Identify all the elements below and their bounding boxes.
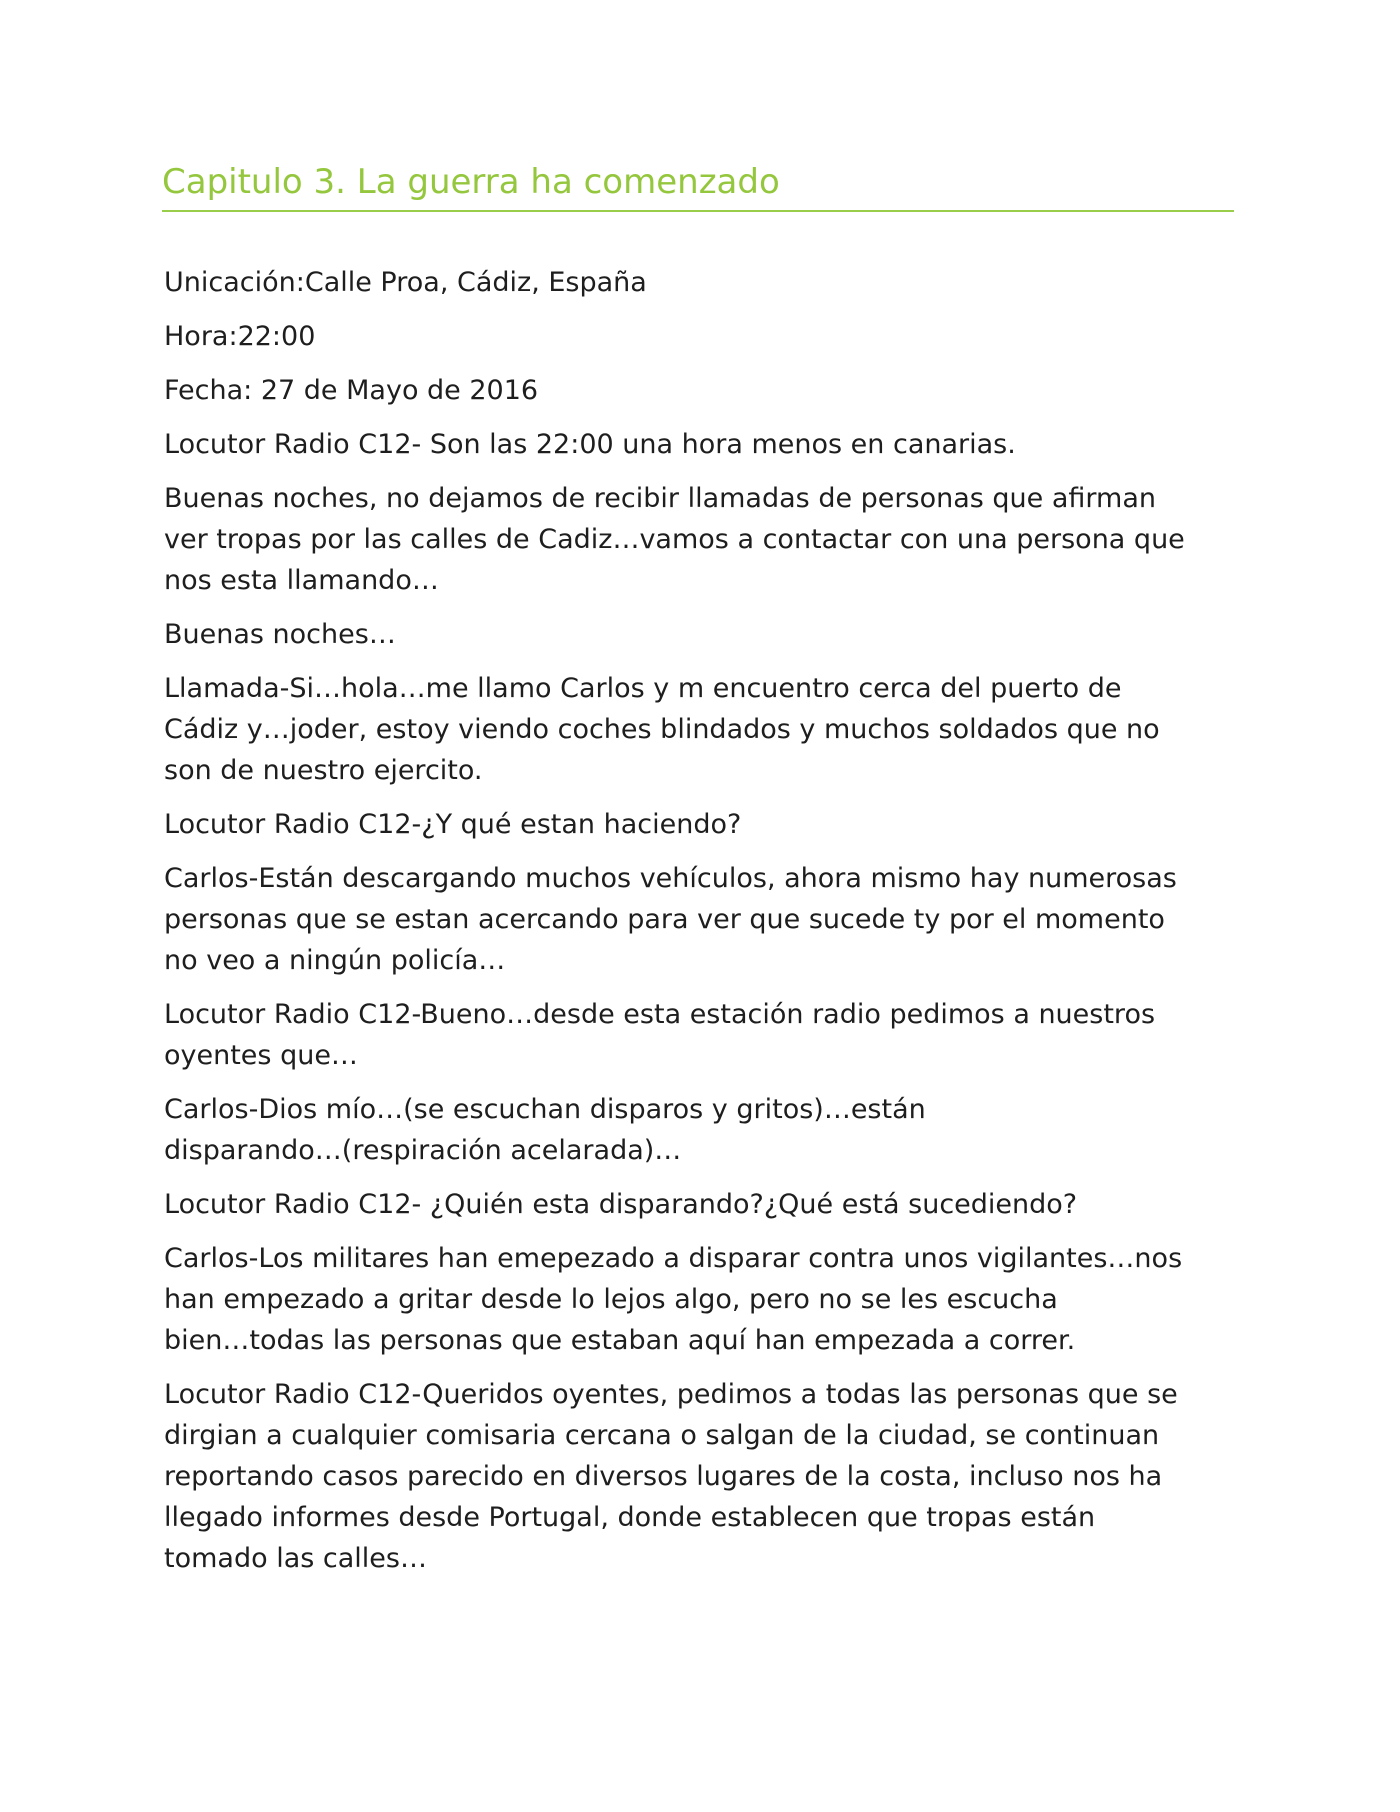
paragraph: Locutor Radio C12-¿Y qué estan haciendo?: [164, 809, 742, 840]
paragraph: Carlos-Los militares han emepezado a disparar contra unos vigilantes…nos han empezado a gritar desde lo lejos algo, pero no se les escucha bien…todas las personas que estaban aquí han empezada a correr.: [164, 1243, 1183, 1356]
chapter-heading: [162, 158, 1234, 212]
paragraph: Llamada-Si…hola…me llamo Carlos y m encuentro cerca del puerto de Cádiz y…joder, estoy viendo coches blindados y muchos soldados que no son de nuestro ejercito.: [164, 673, 1160, 786]
paragraph: Locutor Radio C12- ¿Quién esta disparando?¿Qué está sucediendo?: [164, 1189, 1078, 1220]
paragraph: Locutor Radio C12- Son las 22:00 una hora menos en canarias.: [164, 429, 1016, 460]
paragraph: Locutor Radio C12-Bueno…desde esta estación radio pedimos a nuestros oyentes que…: [164, 999, 1156, 1071]
paragraph: Buenas noches…: [164, 619, 396, 650]
paragraph-date: Fecha: 27 de Mayo de 2016: [164, 375, 539, 406]
paragraph-location: Unicación:Calle Proa, Cádiz, España: [164, 267, 647, 298]
paragraph: Buenas noches, no dejamos de recibir llamadas de personas que afirman ver tropas por las calles de Cadiz…vamos a contactar con una persona que nos esta llamando…: [164, 483, 1185, 596]
paragraph: Carlos-Están descargando muchos vehículos, ahora mismo hay numerosas personas que se estan acercando para ver que sucede ty por el momento no veo a ningún policía…: [164, 863, 1177, 976]
paragraph: Carlos-Dios mío…(se escuchan disparos y gritos)…están disparando…(respiración acelarada)…: [164, 1094, 926, 1166]
paragraph: Locutor Radio C12-Queridos oyentes, pedimos a todas las personas que se dirgian a cualquier comisaria cercana o salgan de la ciudad, se continuan reportando casos parecido en diversos lugares de la costa, incluso nos ha llegado informes desde Portugal, donde establecen que tropas están tomado las calles…: [164, 1379, 1178, 1574]
chapter-title: Capitulo 3. La guerra ha comenzado: [162, 162, 780, 202]
paragraph-time: Hora:22:00: [164, 321, 316, 352]
document-body: [164, 262, 1244, 1592]
